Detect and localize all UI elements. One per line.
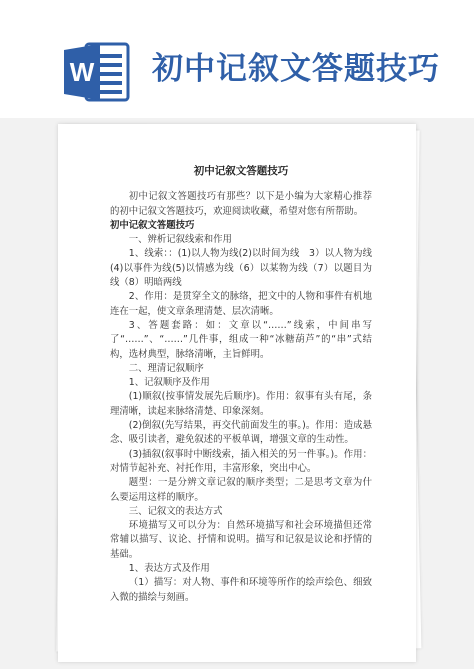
header-banner bbox=[0, 0, 474, 118]
paragraph: 环境描写又可以分为：自然环境描写和社会环境描但还常常辅以描写、议论、抒情和说明。描写和记叙是议论和抒情的基础。 bbox=[110, 520, 372, 560]
page-title: 初中记叙文答题技巧 bbox=[152, 51, 440, 87]
paragraph: 1、记叙顺序及作用 bbox=[128, 377, 210, 389]
word-document-icon bbox=[62, 40, 132, 104]
paragraph: 一、辨析记叙线索和作用 bbox=[128, 234, 232, 246]
paragraph: (3)插叙(叙事时中断线索，插入相关的另一件事。)。作用：对情节起补充、衬托作用，丰富形象，突出中心。 bbox=[110, 448, 372, 474]
paragraph: 1、表达方式及作用 bbox=[128, 563, 210, 575]
svg-text:W: W bbox=[69, 57, 95, 87]
document-title: 初中记叙文答题技巧 bbox=[193, 165, 289, 177]
paragraph: (2)倒叙(先写结果，再交代前面发生的事。)。作用：造成悬念、吸引读者，避免叙述的平板单调，增强文章的生动性。 bbox=[110, 420, 372, 446]
paragraph: (1)顺叙(按事情发展先后顺序)。作用：叙事有头有尾，条理清晰，读起来脉络清楚、印象深刻。 bbox=[110, 391, 372, 417]
document-page bbox=[58, 124, 416, 662]
paragraph: 1、线索：：(1)以人物为线(2)以时间为线 3）以人物为线(4)以事件为线(5)以情感为线（6）以某物为线（7）以题目为线（8）明暗两线 bbox=[110, 248, 372, 289]
section-heading: 初中记叙文答题技巧 bbox=[110, 219, 195, 231]
paragraph: 3、答题套路：如：文章以“……”线索，中间串写了“……”、“……”几件事，组成一种“冰糖葫芦”的“串”式结构，选材典型，脉络清晰，主旨鲜明。 bbox=[110, 319, 372, 360]
document-body bbox=[110, 164, 372, 605]
paragraph: 三、记叙文的表达方式 bbox=[128, 505, 223, 517]
paragraph: 二、理清记叙顺序 bbox=[128, 362, 204, 374]
paragraph: 题型：一是分辨文章记叙的顺序类型；二是思考文章为什么要运用这样的顺序。 bbox=[110, 477, 372, 503]
paragraph: 初中记叙文答题技巧有那些？以下是小编为大家精心推荐的初中记叙文答题技巧，欢迎阅读收藏，希望对您有所帮助。 bbox=[110, 191, 372, 217]
paragraph: 2、作用：是贯穿全文的脉络，把文中的人物和事件有机地连在一起，使文章条理清楚、层次清晰。 bbox=[110, 291, 372, 317]
paragraph: （1）描写：对人物、事件和环境等所作的绘声绘色、细致入微的描绘与刻画。 bbox=[110, 577, 372, 603]
